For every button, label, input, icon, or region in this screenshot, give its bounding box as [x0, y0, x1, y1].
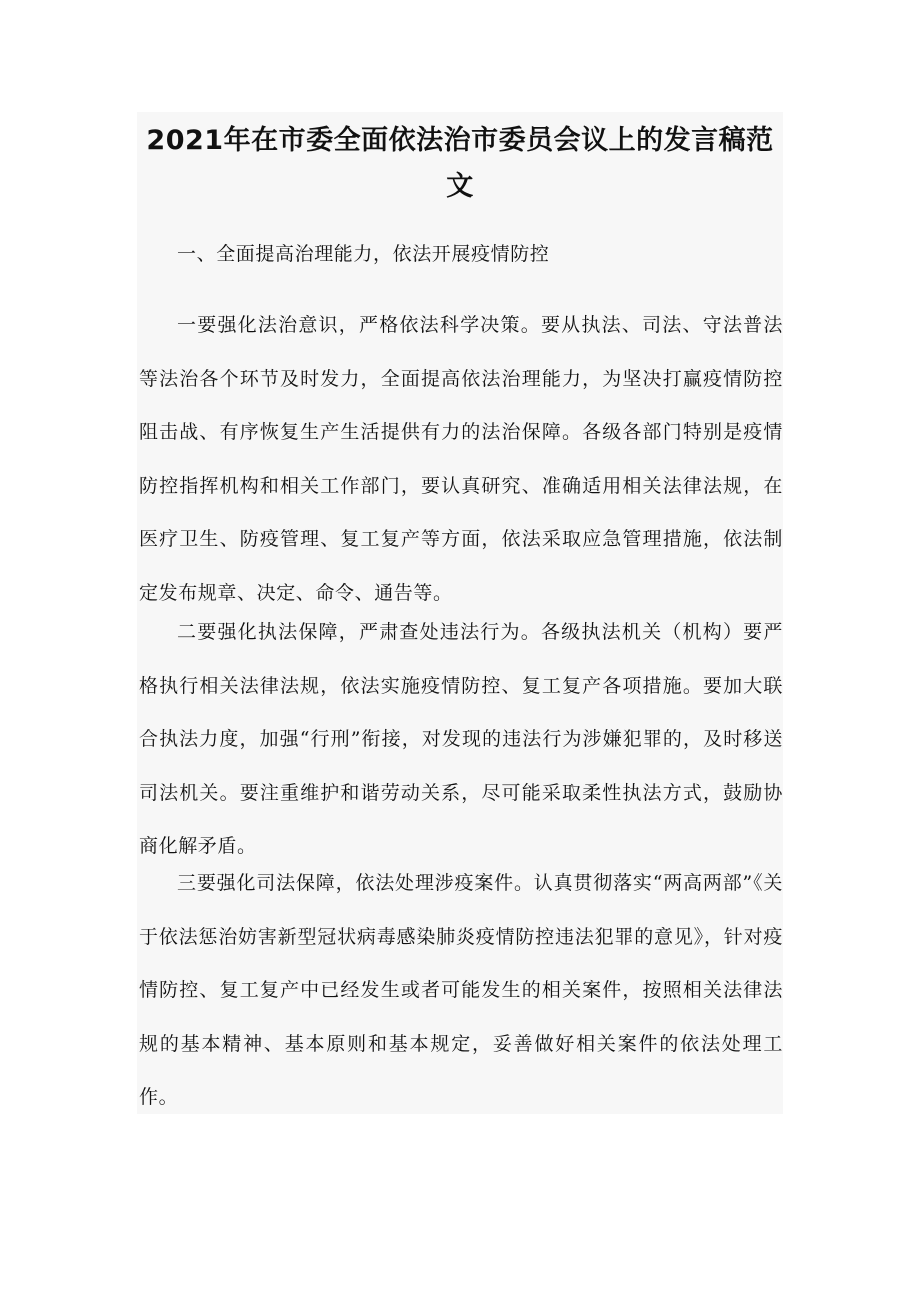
- document-title-line-2: 文: [446, 171, 474, 202]
- paragraph-rule-of-law-awareness: 一要强化法治意识，严格依法科学决策。要从执法、司法、守法普法等法治各个环节及时发力，全面提高依法治理能力，为坚决打赢疫情防控阻击战、有序恢复生产生活提供有力的法治保障。各级各部门特别是疫情防控指挥机构和相关工作部门，要认真研究、准确适用相关法律法规，在医疗卫生、防疫管理、复工复产等方面，依法采取应急管理措施，依法制定发布规章、决定、命令、通告等。: [139, 314, 783, 604]
- section-heading: 一、全面提高治理能力，依法开展疫情防控: [177, 243, 550, 265]
- document-title-line-1: 2021年在市委全面依法治市委员会议上的发言稿范: [146, 125, 774, 156]
- paragraph-law-enforcement: 二要强化执法保障，严肃查处违法行为。各级执法机关（机构）要严格执行相关法律法规，依法实施疫情防控、复工复产各项措施。要加大联合执法力度，加强“行刑”衔接，对发现的违法行为涉嫌犯罪的，及时移送司法机关。要注重维护和谐劳动关系，尽可能采取柔性执法方式，鼓励协商化解矛盾。: [139, 621, 783, 858]
- paragraph-judicial-guarantee: 三要强化司法保障，依法处理涉疫案件。认真贯彻落实“两高两部”《关于依法惩治妨害新型冠状病毒感染肺炎疫情防控违法犯罪的意见》，针对疫情防控、复工复产中已经发生或者可能发生的相关案件，按照相关法律法规的基本精神、基本原则和基本规定，妥善做好相关案件的依法处理工作。: [139, 872, 783, 1109]
- document-title: [137, 118, 783, 210]
